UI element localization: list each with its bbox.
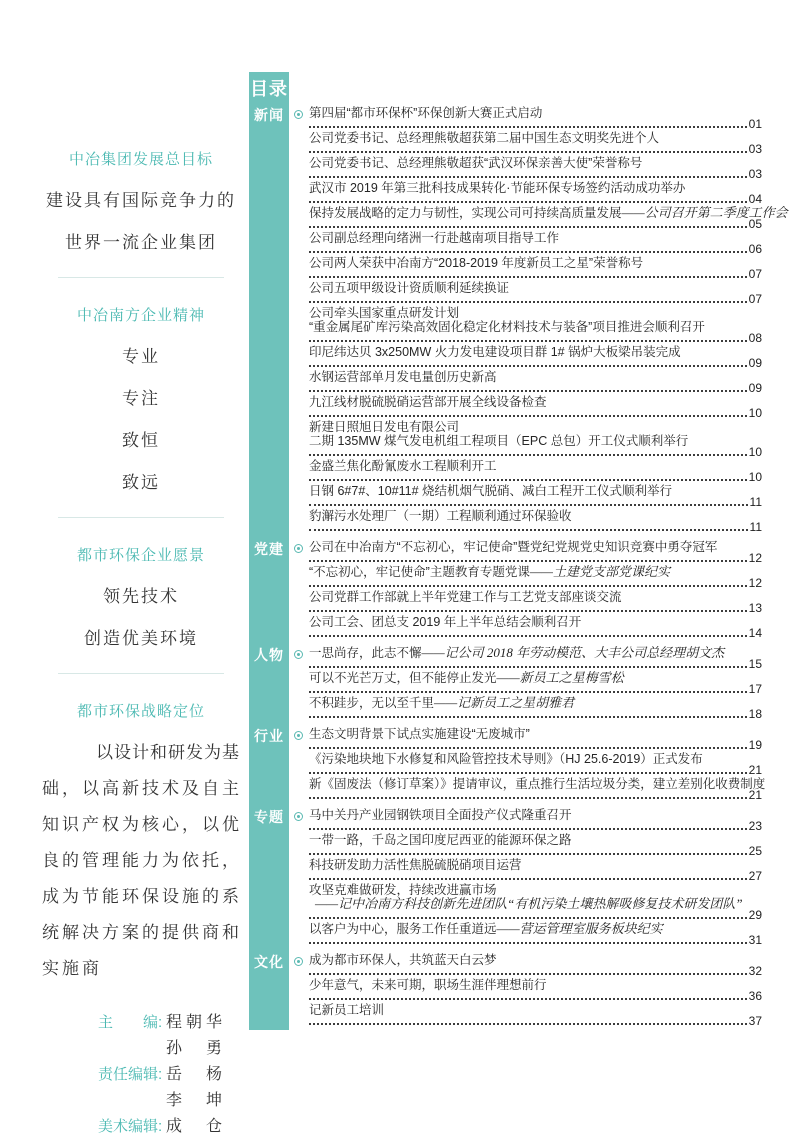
- toc-entry: [309, 345, 762, 370]
- leader-dots: [309, 454, 747, 456]
- toc-entry-title: 豹澥污水处理厂（一期）工程顺利通过环保验收: [309, 509, 572, 523]
- strategy-paragraph-line: 良的管理能力为依托，: [42, 851, 240, 870]
- page-number: 12: [748, 576, 762, 590]
- strategy-paragraph-line: 础，以高新技术及自主: [42, 779, 240, 798]
- leader-dots: [309, 747, 747, 749]
- page-number: 04: [748, 192, 762, 206]
- toc-entry: [309, 370, 762, 395]
- dotted-leader-row: [309, 601, 762, 615]
- page-number: 05: [748, 217, 762, 231]
- toc-entry-title: 可以不光芒万丈，但不能停止发光: [309, 671, 497, 685]
- dotted-leader-row: [309, 142, 762, 156]
- page-number: 08: [748, 331, 762, 345]
- sidebar-motto-line: 世界一流企业集团: [65, 233, 217, 252]
- page-number: 10: [748, 445, 762, 459]
- toc-entry: [309, 833, 762, 858]
- dotted-leader-row: [309, 117, 762, 131]
- dotted-leader-row: [309, 217, 762, 231]
- editor-name: 孙 勇: [166, 1040, 227, 1057]
- toc-section: [249, 808, 769, 947]
- toc-entry: [309, 565, 762, 590]
- toc-entry: [309, 205, 788, 231]
- toc-item-list: [309, 953, 769, 1028]
- toc-entry-title-line: [309, 205, 788, 220]
- section-bullet-icon: [294, 731, 303, 740]
- toc-entry-subtitle: ——公司召开第二季度工作会: [621, 205, 788, 220]
- dotted-leader-row: [309, 406, 762, 420]
- editor-row: [42, 1113, 240, 1139]
- section-label: 行业: [254, 728, 284, 744]
- section-label: 文化: [254, 954, 284, 970]
- page-number: 10: [748, 470, 762, 484]
- toc-entry-subtitle-line: ——记中冶南方科技创新先进团队“有机污染土壤热解吸修复技术研发团队”: [315, 896, 743, 911]
- toc-entry-subtitle: ——记新员工之星胡雅君: [434, 695, 575, 710]
- toc-entry-title: 科技研发助力活性焦脱硫脱硝项目运营: [309, 858, 522, 872]
- page-number: 09: [748, 356, 762, 370]
- dotted-leader-row: [309, 267, 762, 281]
- page-number: 09: [748, 381, 762, 395]
- page-number: 25: [748, 844, 762, 858]
- toc-section: [249, 727, 769, 802]
- toc-entry: [309, 106, 762, 131]
- leader-dots: [309, 973, 747, 975]
- leader-dots: [309, 635, 747, 637]
- page-number: 21: [748, 788, 762, 802]
- toc-entry-title: 公司牵头国家重点研发计划: [309, 306, 460, 320]
- toc-entry-title-line: [309, 509, 762, 523]
- leader-dots: [309, 365, 747, 367]
- leader-dots: [309, 504, 748, 506]
- dotted-leader-row: [309, 1014, 762, 1028]
- page-number: 21: [748, 763, 762, 777]
- sidebar: [42, 148, 240, 1139]
- strategy-paragraph-line: 以设计和研发为基: [96, 743, 240, 762]
- toc-entry-title-line: [309, 231, 762, 245]
- toc-entry-title-line: [309, 306, 762, 320]
- sidebar-section-heading: 中冶集团发展总目标: [68, 151, 213, 168]
- toc-entry: [309, 953, 762, 978]
- leader-dots: [309, 340, 747, 342]
- toc-section: [249, 106, 788, 534]
- toc-page-title: 目录: [250, 79, 288, 99]
- dotted-leader-row: [309, 819, 762, 833]
- toc-entry: [309, 696, 762, 721]
- dotted-leader-row: [309, 381, 762, 395]
- toc-entry-title: 公司党委书记、总经理熊敬超获“武汉环保亲善大使”荣誉称号: [309, 156, 643, 170]
- toc-entry-title: 少年意气，未来可期，职场生涯伴理想前行: [309, 978, 547, 992]
- dotted-leader-row: [309, 763, 762, 777]
- sidebar-motto-line: 专业: [122, 347, 160, 366]
- toc-entry: [309, 256, 762, 281]
- toc-entry: [309, 808, 762, 833]
- toc-item-list: [309, 646, 769, 721]
- toc-entry-title: 攻坚克难做研发，持续改进赢市场: [309, 883, 497, 897]
- sidebar-section-heading: 都市环保战略定位: [76, 703, 205, 720]
- leader-dots: [309, 415, 747, 417]
- leader-dots: [309, 126, 747, 128]
- leader-dots: [309, 828, 747, 830]
- strategy-paragraph-line: 统解决方案的提供商和: [42, 923, 240, 942]
- dotted-leader-row: [309, 626, 762, 640]
- leader-dots: [309, 691, 747, 693]
- toc-entry-title-line: [309, 752, 762, 766]
- toc-entry-title: 公司副总经理向绪洲一行赴越南项目指导工作: [309, 231, 560, 245]
- toc-entry-title-line: [309, 671, 762, 685]
- toc-entry-title: 不积跬步，无以至千里: [309, 696, 435, 710]
- toc-entry-title: 公司党委书记、总经理熊敬超获第二届中国生态文明奖先进个人: [309, 131, 660, 145]
- dotted-leader-row: [309, 738, 762, 752]
- dotted-leader-row: [309, 869, 762, 883]
- dotted-leader-row: [309, 192, 762, 206]
- leader-dots: [309, 176, 747, 178]
- toc-section-list: [249, 72, 788, 1028]
- toc-entry-title: 公司党群工作部就上半年党建工作与工艺党支部座谈交流: [309, 590, 622, 604]
- toc-entry-title-line: [309, 858, 762, 872]
- leader-dots: [309, 917, 747, 919]
- toc-entry-title: 马中关丹产业园钢铁项目全面投产仪式隆重召开: [309, 808, 572, 822]
- toc-section: [249, 540, 769, 640]
- toc-entry-title-line: [309, 345, 762, 359]
- toc-entry: [309, 590, 762, 615]
- sidebar-section-heading: 都市环保企业愿景: [76, 547, 205, 564]
- leader-dots: [309, 772, 747, 774]
- toc-entry: [309, 615, 762, 640]
- toc-entry-title: 以客户为中心，服务工作任重道远: [309, 922, 497, 936]
- toc-entry: [309, 978, 762, 1003]
- page-number: 13: [748, 601, 762, 615]
- page-number: 36: [748, 989, 762, 1003]
- toc-entry-title-line: [309, 883, 762, 897]
- leader-dots: [309, 276, 747, 278]
- toc-entry: [309, 922, 762, 947]
- toc-entry: [309, 281, 762, 306]
- leader-dots: [309, 942, 747, 944]
- toc-entry: [309, 484, 762, 509]
- page-number: 01: [748, 117, 762, 131]
- sidebar-motto-line: 致远: [122, 473, 160, 492]
- leader-dots: [309, 666, 747, 668]
- toc-entry-title-line: [309, 395, 762, 409]
- toc-entry-title: 第四届“都市环保杯”环保创新大赛正式启动: [309, 106, 543, 120]
- strategy-paragraph-line: 知识产权为核心，以优: [42, 815, 240, 834]
- toc-entry-title-line-2: “重金属尾矿库污染高效固化稳定化材料技术与装备”项目推进会顺利召开: [309, 320, 705, 334]
- toc-entry-title: 公司在中冶南方“不忘初心，牢记使命”暨党纪党规党史知识竞赛中勇夺冠军: [309, 540, 718, 554]
- toc-entry-title-line: [309, 978, 762, 992]
- section-label: 党建: [254, 541, 284, 557]
- toc-entry-title-line: [309, 808, 762, 822]
- page-number: 06: [748, 242, 762, 256]
- toc-entry-title: 日钢 6#7#、10#11# 烧结机烟气脱硝、减白工程开工仪式顺利举行: [309, 484, 673, 498]
- toc-entry-title-line: [309, 156, 762, 170]
- page-number: 07: [748, 292, 762, 306]
- toc-entry-title: 公司五项甲级设计资质顺利延续换证: [309, 281, 510, 295]
- toc-entry-subtitle: ——新员工之星梅雪松: [496, 670, 624, 685]
- toc-entry-title: 新《固废法（修订草案）》提请审议，重点推行生活垃圾分类，建立差别化收费制度: [309, 777, 766, 791]
- editor-role-label: 主 编:: [98, 1014, 163, 1031]
- leader-dots: [309, 390, 747, 392]
- toc-entry-title-line: [309, 106, 762, 120]
- toc-entry: [309, 752, 762, 777]
- leader-dots: [309, 301, 747, 303]
- page-number: 03: [748, 142, 762, 156]
- toc-entry-title: 公司工会、团总支 2019 年上半年总结会顺利召开: [309, 615, 582, 629]
- toc-entry-title-line: [309, 615, 762, 629]
- page-number: 29: [748, 908, 762, 922]
- toc-entry-title-line: [309, 540, 762, 554]
- page-number: 11: [749, 520, 762, 534]
- sidebar-motto-line: 专注: [122, 389, 160, 408]
- dotted-leader-row: [309, 470, 762, 484]
- toc-entry-title-line: [309, 420, 762, 434]
- page-number: 07: [748, 267, 762, 281]
- toc-entry-subtitle: ——记公司 2018 年劳动模范、大丰公司总经理胡文杰: [421, 645, 725, 660]
- editor-row: [42, 1087, 240, 1113]
- dotted-leader-row: [309, 908, 762, 922]
- toc-entry-title: 新建日照旭日发电有限公司: [309, 420, 460, 434]
- dotted-leader-row: [309, 788, 762, 802]
- toc-entry-title-line: [309, 459, 762, 473]
- dotted-leader-row: [309, 445, 762, 459]
- editor-name: 程朝华: [166, 1014, 227, 1031]
- sidebar-motto-line: 建设具有国际竞争力的: [46, 191, 236, 210]
- toc-entry-title: 九江线材脱硫脱硝运营部开展全线设备检查: [309, 395, 547, 409]
- toc-section-gutter: [249, 540, 309, 640]
- editor-name: 成 仓: [166, 1118, 227, 1135]
- toc-entry: [309, 181, 762, 206]
- toc-entry-title-line: [309, 727, 762, 741]
- page-number: 17: [748, 682, 762, 696]
- leader-dots: [309, 998, 747, 1000]
- toc-entry-title: 一带一路，千岛之国印度尼西亚的能源环保之路: [309, 833, 572, 847]
- toc-entry: [309, 459, 762, 484]
- dotted-leader-row: [309, 167, 762, 181]
- toc-entry: [309, 1003, 762, 1028]
- toc-entry: [309, 509, 762, 534]
- dotted-leader-row: [309, 964, 762, 978]
- dotted-leader-row: [309, 356, 762, 370]
- editor-row: [42, 1061, 240, 1087]
- editor-role-label: 美术编辑:: [98, 1118, 163, 1135]
- toc-entry-title-line: [309, 696, 762, 710]
- toc-entry: [309, 727, 762, 752]
- dotted-leader-row: [309, 707, 762, 721]
- toc-entry: [309, 420, 762, 459]
- toc-entry-title: 保持发展战略的定力与韧性，实现公司可持续高质量发展: [309, 206, 622, 220]
- toc-section: [249, 646, 769, 721]
- toc-entry-title: “不忘初心，牢记使命”主题教育专题党课: [309, 565, 530, 579]
- dotted-leader-row: [309, 292, 762, 306]
- dotted-leader-row: [309, 242, 762, 256]
- page-number: 32: [748, 964, 762, 978]
- toc-entry-title-line: [309, 565, 762, 579]
- page-number: 23: [748, 819, 762, 833]
- sidebar-section-heading: 中冶南方企业精神: [76, 307, 205, 324]
- dotted-leader-row: [309, 495, 762, 509]
- editors-block: [42, 1009, 240, 1139]
- toc-section-gutter: [249, 646, 309, 721]
- toc-entry: [309, 231, 762, 256]
- leader-dots: [309, 151, 747, 153]
- toc-entry-title-line: [309, 484, 762, 498]
- sidebar-motto-line: 领先技术: [103, 587, 179, 606]
- toc-item-list: [309, 808, 769, 947]
- leader-dots: [309, 560, 747, 562]
- toc-entry: [309, 777, 766, 802]
- page-number: 14: [748, 626, 762, 640]
- leader-dots: [309, 1023, 747, 1025]
- leader-dots: [309, 529, 748, 531]
- section-label: 专题: [254, 809, 284, 825]
- toc-entry-title-line: [309, 281, 762, 295]
- editor-row: [42, 1035, 240, 1061]
- toc-entry-title: 一思尚存，此志不懈: [309, 646, 422, 660]
- editor-row: [42, 1009, 240, 1035]
- section-bullet-icon: [294, 544, 303, 553]
- section-label: 人物: [254, 647, 284, 663]
- dotted-leader-row: [309, 682, 762, 696]
- toc-entry-title-line: [309, 370, 762, 384]
- toc-entry-title-line: [309, 256, 762, 270]
- leader-dots: [309, 853, 747, 855]
- toc-entry: [309, 306, 762, 345]
- toc-entry-title: 公司两人荣获中冶南方“2018-2019 年度新员工之星”荣誉称号: [309, 256, 644, 270]
- page-number: 10: [748, 406, 762, 420]
- page-number: 12: [748, 551, 762, 565]
- dotted-leader-row: [309, 989, 762, 1003]
- toc-entry-title-line: [309, 777, 766, 791]
- toc-section-gutter: [249, 106, 309, 534]
- toc-entry-title: 成为都市环保人，共筑蓝天白云梦: [309, 953, 497, 967]
- toc-entry: [309, 156, 762, 181]
- section-bullet-icon: [294, 812, 303, 821]
- page-number: 03: [748, 167, 762, 181]
- sidebar-motto-line: 创造优美环境: [84, 629, 198, 648]
- toc-section-gutter: [249, 953, 309, 1028]
- sidebar-divider: [58, 517, 224, 518]
- section-bullet-icon: [294, 957, 303, 966]
- dotted-leader-row: [309, 844, 762, 858]
- toc-entry-title-line: [309, 646, 762, 660]
- toc-entry: [309, 671, 762, 696]
- toc-entry-title-line: [309, 131, 762, 145]
- toc-entry-subtitle: ——土建党支部党课纪实: [529, 564, 670, 579]
- leader-dots: [309, 226, 747, 228]
- dotted-leader-row: [309, 331, 762, 345]
- toc-entry-title: 生态文明背景下试点实施建设“无废城市”: [309, 727, 530, 741]
- strategy-paragraph-line: 成为节能环保设施的系: [42, 887, 240, 906]
- toc-entry-title: 金盛兰焦化酚氰废水工程顺利开工: [309, 459, 497, 473]
- leader-dots: [309, 251, 747, 253]
- toc-entry-title: 印尼纬达贝 3x250MW 火力发电建设项目群 1# 锅炉大板梁吊装完成: [309, 345, 681, 359]
- toc-item-list: [309, 540, 769, 640]
- leader-dots: [309, 797, 747, 799]
- sidebar-divider: [58, 673, 224, 674]
- toc-section: [249, 953, 769, 1028]
- leader-dots: [309, 479, 747, 481]
- sidebar-strategy-paragraph: [42, 735, 240, 987]
- toc-entry-title: 水钢运营部单月发电量创历史新高: [309, 370, 497, 384]
- toc-entry-title-line: [309, 1003, 762, 1017]
- editor-name: 岳 杨: [166, 1066, 227, 1083]
- page-number: 31: [748, 933, 762, 947]
- toc-entry: [309, 131, 762, 156]
- sidebar-motto-line: 致恒: [122, 431, 160, 450]
- toc: [249, 72, 788, 1034]
- toc-entry-title-line: [309, 590, 762, 604]
- toc-entry-title-line: [309, 833, 762, 847]
- section-bullet-icon: [294, 110, 303, 119]
- page-number: 11: [749, 495, 762, 509]
- dotted-leader-row: [309, 520, 762, 534]
- dotted-leader-row: [309, 551, 762, 565]
- dotted-leader-row: [309, 933, 762, 947]
- toc-entry-title-line: [309, 922, 762, 936]
- leader-dots: [309, 585, 747, 587]
- strategy-paragraph-line: 实施商: [42, 959, 102, 978]
- toc-section-gutter: [249, 727, 309, 802]
- toc-entry-title-line: [309, 181, 762, 195]
- editor-name: 李 坤: [166, 1092, 227, 1109]
- leader-dots: [309, 610, 747, 612]
- toc-entry-title-line-2: 二期 135MW 煤气发电机组工程项目（EPC 总包）开工仪式顺利举行: [309, 434, 689, 448]
- sidebar-divider: [58, 277, 224, 278]
- toc-entry-title: 《污染地块地下水修复和风险管控技术导则》（HJ 25.6-2019）正式发布: [309, 752, 703, 766]
- page-number: 27: [748, 869, 762, 883]
- toc-item-list: [309, 727, 769, 802]
- leader-dots: [309, 878, 747, 880]
- toc-section-gutter: [249, 808, 309, 947]
- page-number: 18: [748, 707, 762, 721]
- leader-dots: [309, 716, 747, 718]
- toc-entry-title: 武汉市 2019 年第三批科技成果转化·节能环保专场签约活动成功举办: [309, 181, 686, 195]
- toc-item-list: [309, 106, 788, 534]
- editor-role-label: 责任编辑:: [98, 1066, 163, 1083]
- toc-entry: [309, 858, 762, 883]
- toc-entry: [309, 883, 762, 922]
- dotted-leader-row: [309, 657, 762, 671]
- page-number: 15: [748, 657, 762, 671]
- dotted-leader-row: [309, 576, 762, 590]
- toc-entry-subtitle: ——营运管理室服务板块纪实: [496, 921, 663, 936]
- toc-entry-title-line: [309, 953, 762, 967]
- page-number: 19: [748, 738, 762, 752]
- section-bullet-icon: [294, 650, 303, 659]
- toc-entry: [309, 395, 762, 420]
- page-number: 37: [748, 1014, 762, 1028]
- leader-dots: [309, 201, 747, 203]
- section-label: 新闻: [254, 107, 284, 123]
- toc-entry: [309, 646, 762, 671]
- toc-entry: [309, 540, 762, 565]
- toc-entry-title: 记新员工培训: [309, 1003, 385, 1017]
